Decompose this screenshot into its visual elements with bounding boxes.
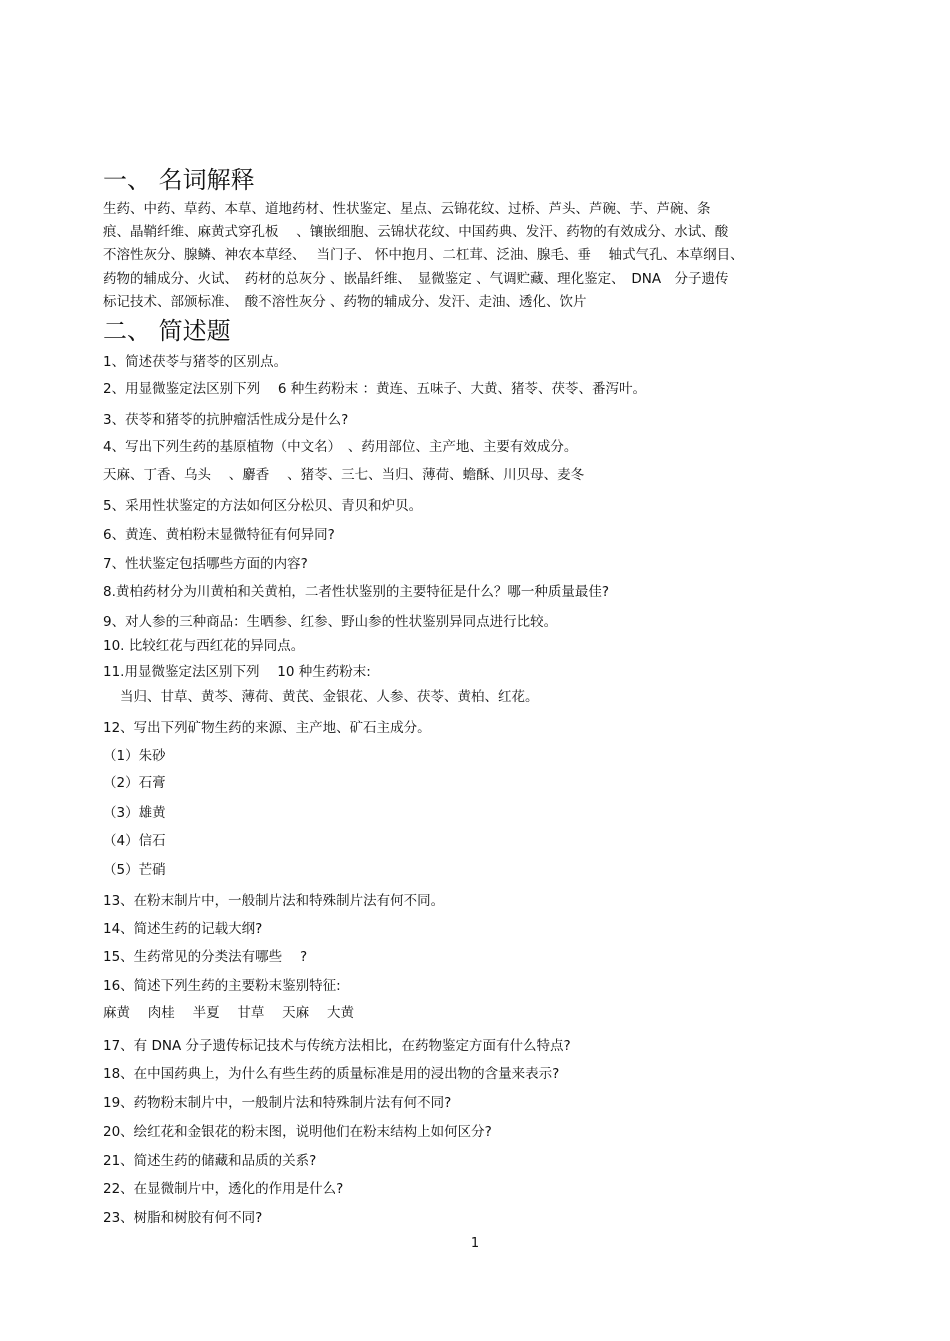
- question-item: 天麻、丁香、乌头 、麝香 、猪苓、三七、当归、薄荷、蟾酥、川贝母、麦冬: [103, 467, 585, 483]
- question-item: （2）石膏: [103, 775, 166, 791]
- text-line: 生药、中药、草药、本草、道地药材、性状鉴定、星点、云锦花纹、过桥、芦头、芦碗、芋、芦碗、条: [103, 201, 711, 217]
- question-item: 5、采用性状鉴定的方法如何区分松贝、青贝和炉贝。: [103, 498, 423, 514]
- question-item: 3、茯苓和猪苓的抗肿瘤活性成分是什么?: [103, 412, 349, 428]
- question-item: 2、用显微鉴定法区别下列 6 种生药粉末 ：黄连、五味子、大黄、猪苓、茯苓、番泻叶。: [103, 381, 647, 397]
- question-item: （5）芒硝: [103, 862, 166, 878]
- question-item: 23、树脂和树胶有何不同?: [103, 1210, 263, 1226]
- question-item: 11.用显微鉴定法区别下列 10 种生药粉末:: [103, 664, 371, 680]
- question-item: 17、有 DNA 分子遗传标记技术与传统方法相比，在药物鉴定方面有什么特点?: [103, 1038, 571, 1054]
- question-item: 15、生药常见的分类法有哪些 ?: [103, 949, 308, 965]
- question-item: （3）雄黄: [103, 805, 166, 821]
- question-item: 10. 比较红花与西红花的异同点。: [103, 638, 305, 654]
- text-line: 药物的辅成分、火试、 药材的总灰分 、嵌晶纤维、 显微鉴定 、气调贮藏、理化鉴定、 DNA 分子遗传: [103, 271, 729, 287]
- question-item: 16、简述下列生药的主要粉末鉴别特征:: [103, 978, 341, 994]
- question-item: 当归、甘草、黄芩、薄荷、黄芪、金银花、人参、茯苓、黄柏、红花。: [120, 689, 539, 705]
- question-item: 麻黄 肉桂 半夏 甘草 天麻 大黄: [103, 1005, 354, 1021]
- text-line: 不溶性灰分、腺鳞、神农本草经、 当门子、 怀中抱月、二杠茸、泛油、腺毛、垂 轴式气孔、本草纲目、: [103, 247, 744, 263]
- question-item: 14、简述生药的记载大纲?: [103, 921, 263, 937]
- question-item: 1、简述茯苓与猪苓的区别点。: [103, 354, 288, 370]
- page-number: 1: [470, 1236, 480, 1251]
- question-item: 6、黄连、黄柏粉末显微特征有何异同?: [103, 527, 335, 543]
- text-line: 标记技术、部颁标准、 酸不溶性灰分 、药物的辅成分、发汗、走油、透化、饮片: [103, 294, 587, 310]
- question-item: 12、写出下列矿物生药的来源、主产地、矿石主成分。: [103, 720, 431, 736]
- question-item: 8.黄柏药材分为川黄柏和关黄柏，二者性状鉴别的主要特征是什么？哪一种质量最佳?: [103, 584, 610, 600]
- question-item: 13、在粉末制片中，一般制片法和特殊制片法有何不同。: [103, 893, 445, 909]
- question-item: 22、在显微制片中，透化的作用是什么?: [103, 1181, 344, 1197]
- text-line: 痕、晶鞘纤维、麻黄式穿孔板 、镶嵌细胞、云锦状花纹、中国药典、发汗、药物的有效成分、水试、酸: [103, 224, 729, 240]
- section-heading-2: 二、 简述题: [103, 317, 231, 345]
- question-item: 21、简述生药的储藏和品质的关系?: [103, 1153, 317, 1169]
- section-heading-1: 一、 名词解释: [103, 166, 255, 194]
- question-item: （1）朱砂: [103, 748, 166, 764]
- question-item: 20、绘红花和金银花的粉末图，说明他们在粉末结构上如何区分?: [103, 1124, 492, 1140]
- question-item: 9、对人参的三种商品：生晒参、红参、野山参的性状鉴别异同点进行比较。: [103, 614, 558, 630]
- question-item: 4、写出下列生药的基原植物（中文名） 、药用部位、主产地、主要有效成分。: [103, 439, 578, 455]
- question-item: 18、在中国药典上，为什么有些生药的质量标准是用的浸出物的含量来表示?: [103, 1066, 560, 1082]
- question-item: 7、性状鉴定包括哪些方面的内容?: [103, 556, 308, 572]
- question-item: 19、药物粉末制片中，一般制片法和特殊制片法有何不同?: [103, 1095, 452, 1111]
- question-item: （4）信石: [103, 833, 166, 849]
